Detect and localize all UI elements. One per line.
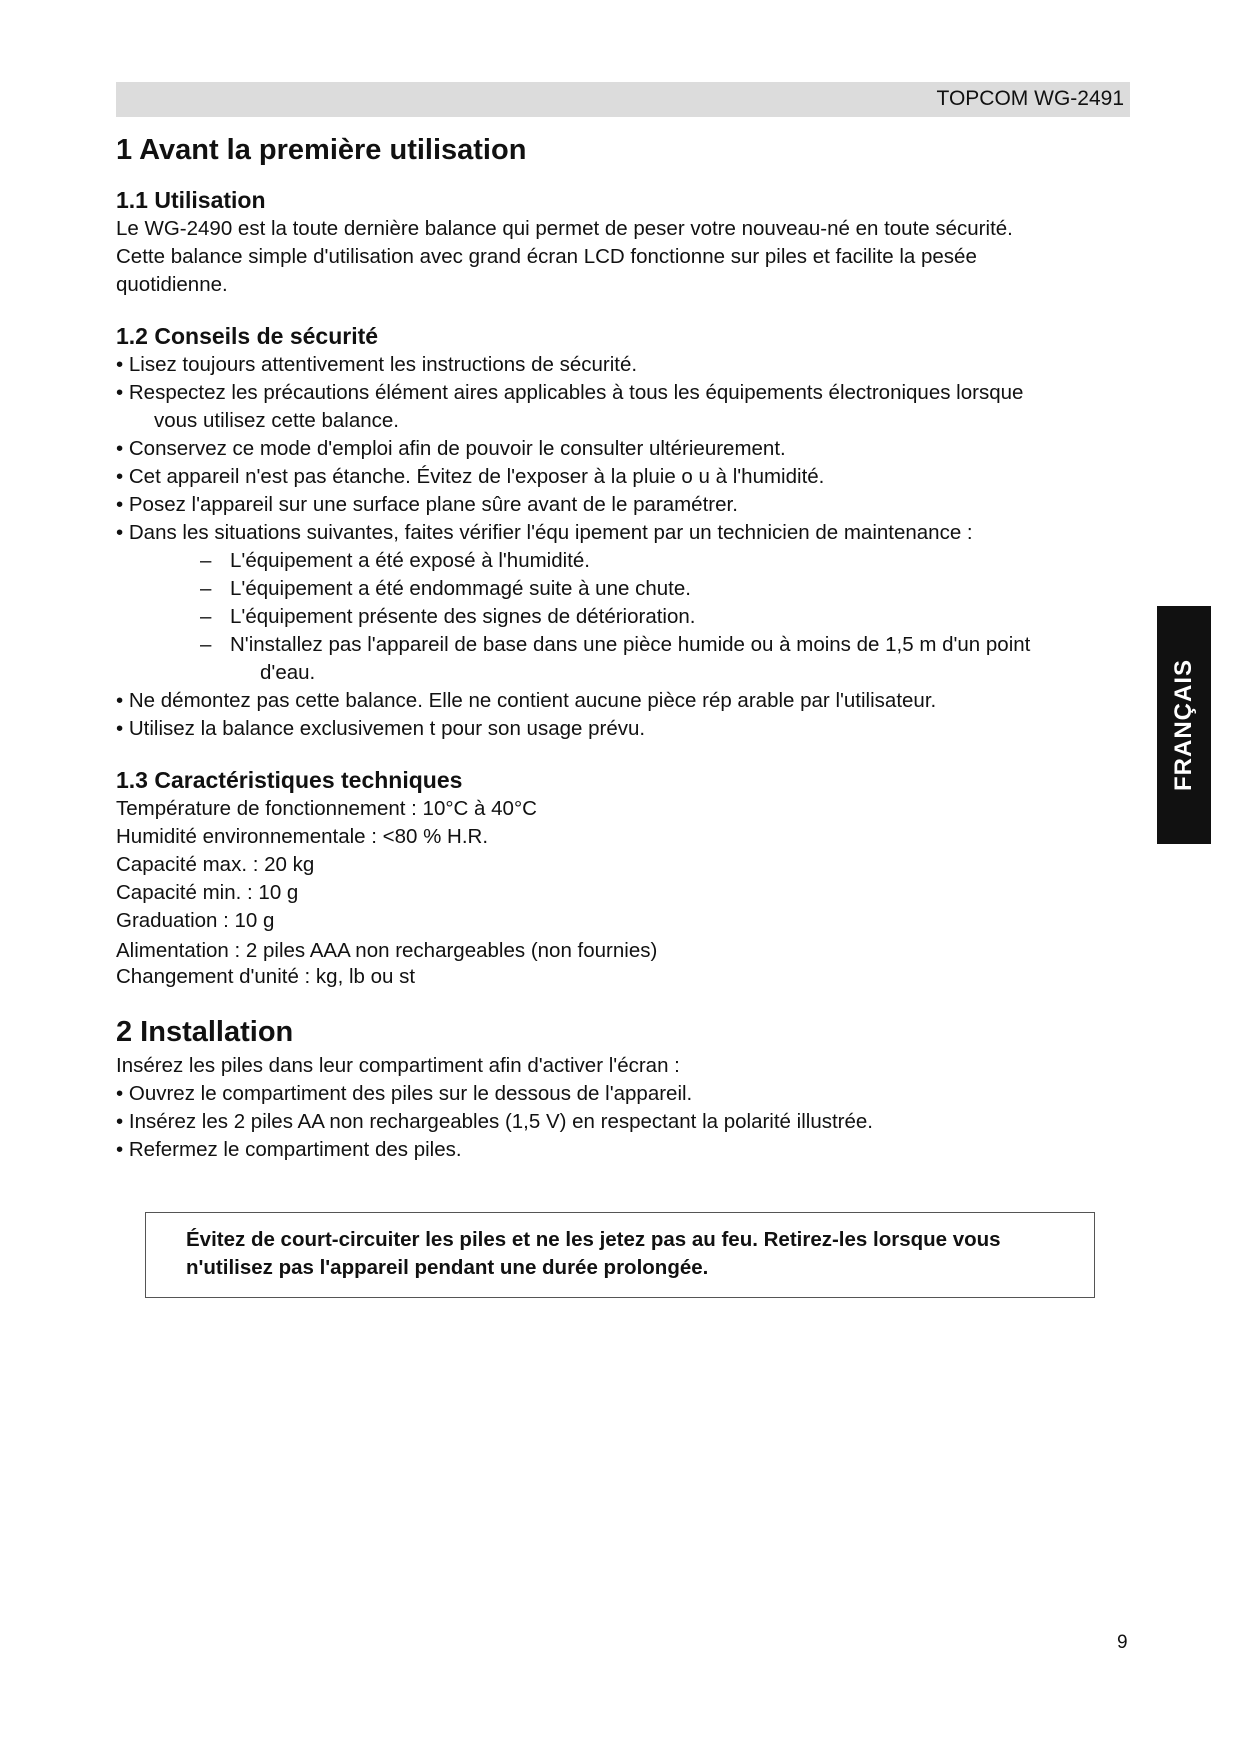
paragraph-line: Le WG-2490 est la toute dernière balance qui permet de peser votre nouveau-né en toute sécurité. [116, 217, 1013, 240]
list-item [116, 379, 1126, 435]
list-item [200, 603, 1126, 631]
page-header-bar [116, 82, 1130, 117]
technical-specs [116, 795, 1126, 990]
language-tab-label: FRANÇAIS [1170, 659, 1197, 791]
list-item: • Lisez toujours attentivement les instructions de sécurité. [116, 353, 638, 376]
battery-warning-box [145, 1212, 1095, 1298]
list-item-text: • Respectez les précautions élément aires applicables à tous les équipements électroniques lorsque [116, 381, 1024, 404]
language-tab [1157, 606, 1211, 844]
dash-marker: – [200, 577, 212, 600]
spec-line: Capacité max. : 20 kg [116, 853, 315, 876]
dash-marker: – [200, 605, 212, 628]
dash-marker: – [200, 633, 212, 656]
list-item: • Posez l'appareil sur une surface plane sûre avant de le paramétrer. [116, 493, 738, 516]
safety-list-continued [116, 687, 1126, 743]
paragraph-line: Cette balance simple d'utilisation avec grand écran LCD fonctionne sur piles et facilite la pesée [116, 245, 977, 268]
list-item: • Ne démontez pas cette balance. Elle ne contient aucune pièce rép arable par l'utilisateur. [116, 689, 937, 712]
warning-text-line: Évitez de court-circuiter les piles et ne les jetez pas au feu. Retirez-les lorsque vous [186, 1228, 1001, 1251]
list-item [200, 575, 1126, 603]
list-item: • Conservez ce mode d'emploi afin de pouvoir le consulter ultérieurement. [116, 437, 786, 460]
list-item [200, 547, 1126, 575]
page-content [116, 130, 1126, 1164]
list-item [200, 631, 1126, 687]
list-item-text: N'installez pas l'appareil de base dans une pièce humide ou à moins de 1,5 m d'un point [230, 633, 1031, 656]
list-item: • Dans les situations suivantes, faites vérifier l'équ ipement par un technicien de maintenance : [116, 521, 973, 544]
header-title: TOPCOM WG-2491 [936, 87, 1124, 110]
warning-text-line: n'utilisez pas l'appareil pendant une durée prolongée. [186, 1256, 709, 1279]
spec-line: Alimentation : 2 piles AAA non rechargeables (non fournies) [116, 939, 658, 962]
list-item: • Ouvrez le compartiment des piles sur le dessous de l'appareil. [116, 1082, 693, 1105]
list-item-continuation: vous utilisez cette balance. [154, 409, 399, 432]
list-item: • Refermez le compartiment des piles. [116, 1138, 462, 1161]
list-item-continuation: d'eau. [260, 661, 316, 684]
list-item-text: L'équipement présente des signes de détérioration. [230, 605, 696, 628]
page-number: 9 [1117, 1632, 1128, 1653]
section1-title: 1 Avant la première utilisation [116, 134, 527, 166]
spec-line: Humidité environnementale : <80 % H.R. [116, 825, 489, 848]
section2-title: 2 Installation [116, 1016, 294, 1048]
list-item-text: L'équipement a été exposé à l'humidité. [230, 549, 590, 572]
installation-body [116, 1052, 1126, 1164]
spec-line: Capacité min. : 10 g [116, 881, 299, 904]
subsection-1-1-title: 1.1 Utilisation [116, 187, 266, 213]
list-item: • Insérez les 2 piles AA non rechargeables (1,5 V) en respectant la polarité illustrée. [116, 1110, 873, 1133]
paragraph-line: quotidienne. [116, 273, 228, 296]
installation-steps [116, 1080, 1126, 1164]
spec-line: Changement d'unité : kg, lb ou st [116, 965, 416, 988]
subsection-1-2-title: 1.2 Conseils de sécurité [116, 323, 379, 349]
subsection-1-1-body [116, 215, 1126, 299]
dash-marker: – [200, 549, 212, 572]
subsection-1-3-title: 1.3 Caractéristiques techniques [116, 767, 463, 793]
list-item: • Utilisez la balance exclusivemen t pour son usage prévu. [116, 717, 646, 740]
safety-list [116, 351, 1126, 547]
spec-line: Température de fonctionnement : 10°C à 40°C [116, 797, 537, 820]
spec-line: Graduation : 10 g [116, 909, 275, 932]
maintenance-conditions-list [116, 547, 1126, 687]
list-item-text: L'équipement a été endommagé suite à une chute. [230, 577, 691, 600]
paragraph-line: Insérez les piles dans leur compartiment afin d'activer l'écran : [116, 1054, 680, 1077]
list-item: • Cet appareil n'est pas étanche. Évitez de l'exposer à la pluie o u à l'humidité. [116, 465, 825, 488]
